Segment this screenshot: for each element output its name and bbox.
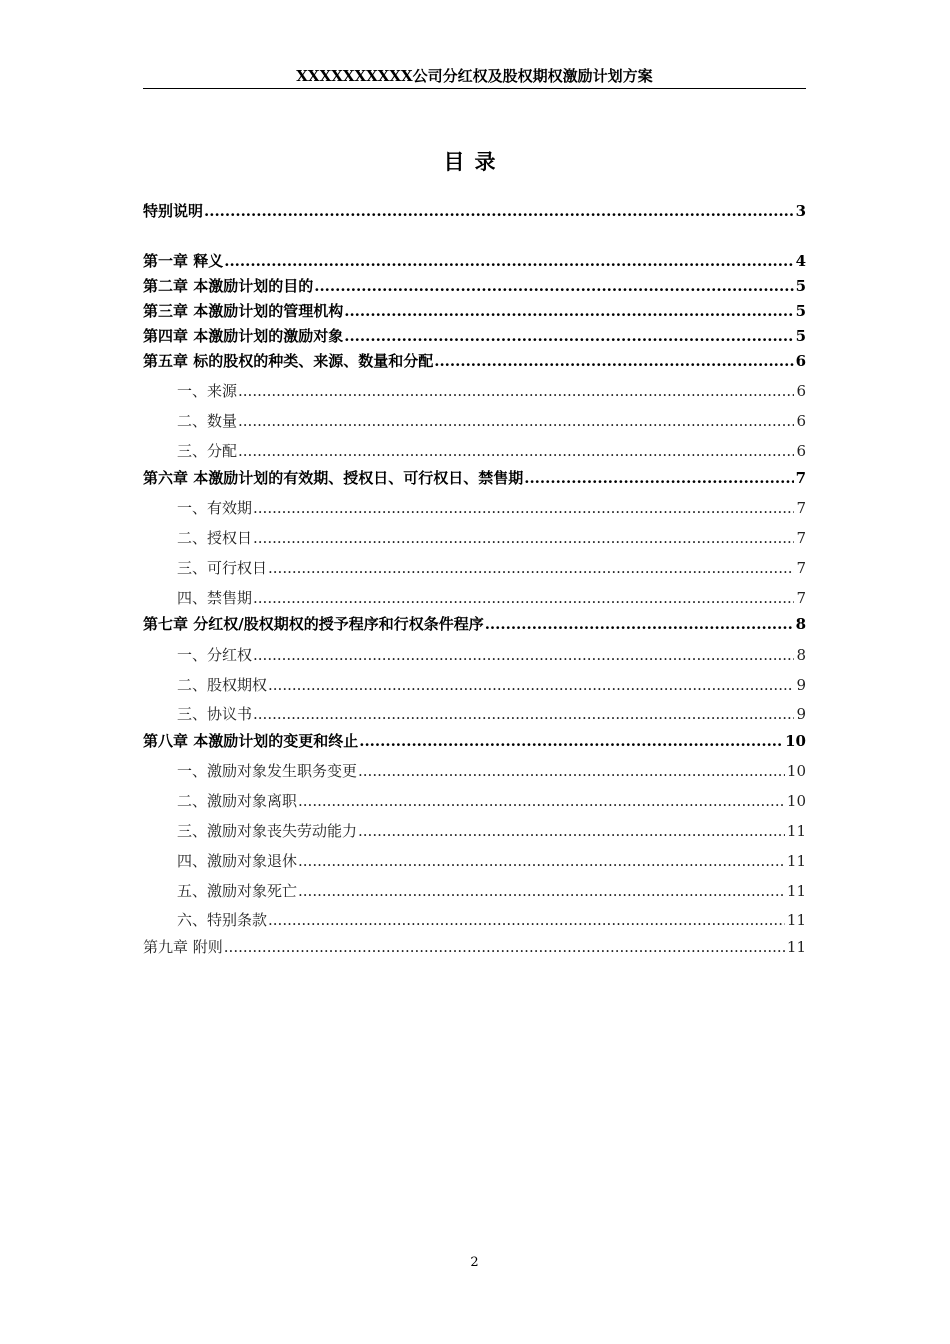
toc-entry-page: 8 (795, 615, 806, 633)
toc-entry-chapter-7[interactable] (143, 613, 806, 635)
toc-entry-chapter-8[interactable] (143, 730, 806, 752)
page-header-title: XXXXXXXXXX公司分红权及股权期权激励计划方案 (296, 67, 653, 85)
toc-entry-page: 9 (796, 705, 806, 723)
toc-entry-7-1[interactable] (177, 644, 806, 666)
toc-entry-label: 四、激励对象退休 (177, 852, 298, 870)
toc-entry-7-2[interactable] (177, 674, 806, 696)
toc-entry-page: 10 (786, 762, 806, 780)
toc-entry-8-5[interactable] (177, 880, 806, 902)
toc-entry-8-3[interactable] (177, 820, 806, 842)
page-number: 2 (470, 1255, 479, 1270)
toc-entry-label: 三、分配 (177, 442, 238, 460)
toc-entry-chapter-4[interactable] (143, 325, 806, 347)
toc-entry-6-1[interactable] (177, 497, 806, 519)
toc-leader-dots (485, 613, 794, 635)
toc-entry-label: 特别说明 (143, 202, 204, 220)
toc-title: 目录 (443, 149, 506, 174)
toc-entry-label: 一、有效期 (177, 499, 253, 517)
toc-entry-page: 10 (785, 732, 806, 750)
toc-entry-label: 第九章 附则 (143, 938, 223, 956)
toc-entry-chapter-5[interactable] (143, 350, 806, 372)
toc-entry-chapter-3[interactable] (143, 300, 806, 322)
toc-leader-dots (298, 880, 785, 902)
toc-entry-page: 6 (796, 382, 806, 400)
toc-leader-dots (253, 587, 794, 609)
toc-entry-label: 二、股权期权 (177, 676, 268, 694)
toc-entry-label: 四、禁售期 (177, 589, 253, 607)
toc-leader-dots (253, 703, 794, 725)
toc-leader-dots (224, 936, 785, 958)
toc-entry-page: 7 (795, 469, 806, 487)
toc-entry-5-1[interactable] (177, 380, 806, 402)
toc-entry-label: 三、协议书 (177, 705, 253, 723)
toc-entry-page: 7 (796, 559, 806, 577)
toc-entry-label: 二、激励对象离职 (177, 792, 298, 810)
toc-entry-page: 3 (795, 202, 806, 220)
toc-entry-label: 第一章 释义 (143, 252, 224, 270)
toc-entry-chapter-2[interactable] (143, 275, 806, 297)
toc-entry-5-3[interactable] (177, 440, 806, 462)
toc-entry-page: 5 (795, 302, 806, 320)
toc-leader-dots (268, 909, 785, 931)
toc-leader-dots (314, 275, 793, 297)
toc-entry-page: 9 (796, 676, 806, 694)
toc-entry-6-2[interactable] (177, 527, 806, 549)
toc-entry-label: 第五章 标的股权的种类、来源、数量和分配 (143, 352, 434, 370)
toc-entry-label: 第七章 分红权/股权期权的授予程序和行权条件程序 (143, 615, 484, 633)
toc-entry-page: 10 (786, 792, 806, 810)
toc-leader-dots (238, 440, 794, 462)
toc-entry-chapter-1[interactable] (143, 250, 806, 272)
toc-entry-8-4[interactable] (177, 850, 806, 872)
toc-leader-dots (224, 250, 793, 272)
toc-entry-page: 5 (795, 327, 806, 345)
toc-leader-dots (344, 325, 793, 347)
toc-entry-label: 一、来源 (177, 382, 238, 400)
toc-entry-label: 第二章 本激励计划的目的 (143, 277, 314, 295)
header-rule (143, 88, 806, 89)
toc-entry-6-4[interactable] (177, 587, 806, 609)
toc-entry-label: 二、数量 (177, 412, 238, 430)
toc-entry-label: 一、激励对象发生职务变更 (177, 762, 358, 780)
toc-leader-dots (358, 820, 785, 842)
toc-entry-page: 7 (796, 529, 806, 547)
toc-leader-dots (268, 557, 794, 579)
toc-entry-8-2[interactable] (177, 790, 806, 812)
toc-leader-dots (204, 200, 794, 222)
toc-entry-page: 7 (796, 589, 806, 607)
toc-leader-dots (253, 527, 794, 549)
toc-leader-dots (434, 350, 793, 372)
toc-entry-page: 4 (795, 252, 806, 270)
toc-leader-dots (298, 850, 785, 872)
toc-entry-page: 11 (786, 852, 806, 870)
toc-entry-label: 六、特别条款 (177, 911, 268, 929)
toc-leader-dots (253, 497, 794, 519)
toc-leader-dots (253, 644, 794, 666)
toc-entry-page: 8 (796, 646, 806, 664)
toc-leader-dots (524, 467, 793, 489)
toc-entry-page: 5 (795, 277, 806, 295)
toc-entry-chapter-6[interactable] (143, 467, 806, 489)
toc-leader-dots (268, 674, 794, 696)
toc-entry-page: 11 (786, 938, 806, 956)
toc-entry-page: 11 (786, 911, 806, 929)
toc-entry-8-1[interactable] (177, 760, 806, 782)
toc-entry-chapter-9[interactable] (143, 936, 806, 958)
toc-entry-label: 第八章 本激励计划的变更和终止 (143, 732, 359, 750)
toc-entry-label: 三、激励对象丧失劳动能力 (177, 822, 358, 840)
toc-entry-page: 6 (796, 412, 806, 430)
toc-entry-label: 第六章 本激励计划的有效期、授权日、可行权日、禁售期 (143, 469, 524, 487)
toc-entry-label: 一、分红权 (177, 646, 253, 664)
toc-entry-7-3[interactable] (177, 703, 806, 725)
toc-entry-8-6[interactable] (177, 909, 806, 931)
toc-leader-dots (238, 380, 794, 402)
toc-entry-label: 二、授权日 (177, 529, 253, 547)
toc-entry-page: 11 (786, 882, 806, 900)
toc-entry-page: 11 (786, 822, 806, 840)
toc-entry-5-2[interactable] (177, 410, 806, 432)
toc-entry-label: 三、可行权日 (177, 559, 268, 577)
toc-entry-label: 第三章 本激励计划的管理机构 (143, 302, 344, 320)
toc-entry-label: 五、激励对象死亡 (177, 882, 298, 900)
toc-entry-special-notes[interactable] (143, 200, 806, 222)
toc-leader-dots (298, 790, 785, 812)
toc-entry-page: 6 (796, 442, 806, 460)
toc-leader-dots (359, 730, 783, 752)
toc-entry-page: 6 (795, 352, 806, 370)
toc-entry-6-3[interactable] (177, 557, 806, 579)
toc-leader-dots (238, 410, 794, 432)
toc-leader-dots (358, 760, 785, 782)
toc-entry-label: 第四章 本激励计划的激励对象 (143, 327, 344, 345)
toc-entry-page: 7 (796, 499, 806, 517)
toc-leader-dots (344, 300, 793, 322)
